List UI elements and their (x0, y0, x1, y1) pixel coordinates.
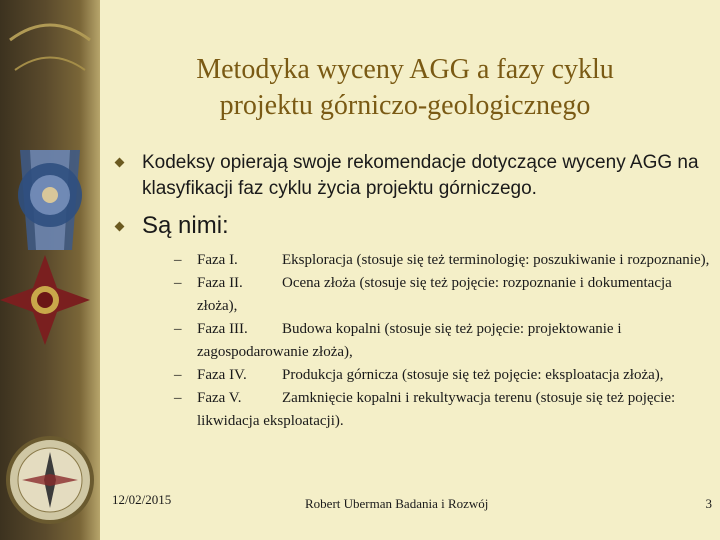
dash-bullet: – (174, 252, 182, 268)
phase-item (174, 364, 714, 387)
phase-label: Faza V. (197, 390, 242, 406)
phase-label: Faza III. (197, 321, 248, 337)
bullet-item (112, 211, 712, 241)
phase-list (174, 249, 714, 433)
diamond-bullet-icon (115, 222, 125, 232)
bullet-text: Są nimi: (142, 212, 229, 239)
slide-title (110, 52, 700, 124)
bullet-item (112, 150, 712, 202)
page-number: 3 (705, 496, 712, 511)
phase-text: Budowa kopalni (stosuje się też pojęcie: projektowanie i zagospodarowanie złoża), (197, 321, 622, 360)
footer-author: Robert Uberman Badania i Rozwój (305, 496, 489, 511)
phase-text: Zamknięcie kopalni i rekultywacja terenu (stosuje się też pojęcie: likwidacja eksploatacji). (197, 390, 676, 429)
title-line-1: Metodyka wyceny AGG a fazy cyklu (196, 54, 614, 85)
phase-text: Eksploracja (stosuje się też terminologię: poszukiwanie i rozpoznanie), (282, 252, 710, 268)
title-line-2: projektu górniczo-geologicznego (219, 90, 591, 121)
dash-bullet: – (174, 367, 182, 383)
phase-item (174, 318, 714, 364)
bullet-list (112, 150, 712, 433)
diamond-bullet-icon (115, 158, 125, 168)
footer-date: 12/02/2015 (112, 492, 172, 507)
phase-text: Produkcja górnicza (stosuje się też pojęcie: eksploatacja złoża), (282, 367, 664, 383)
phase-item (174, 272, 714, 318)
phase-label: Faza II. (197, 275, 243, 291)
phase-item (174, 249, 714, 272)
dash-bullet: – (174, 390, 182, 406)
dash-bullet: – (174, 321, 182, 337)
phase-item (174, 387, 714, 433)
phase-text: Ocena złoża (stosuje się też pojęcie: rozpoznanie i dokumentacja złoża), (197, 275, 672, 314)
bullet-text: Kodeksy opierają swoje rekomendacje dotyczące wyceny AGG na klasyfikacji faz cyklu życia projektu górniczego. (142, 152, 699, 199)
decorative-medals-image (0, 0, 100, 540)
dash-bullet: – (174, 275, 182, 291)
phase-label: Faza I. (197, 252, 238, 268)
phase-label: Faza IV. (197, 367, 247, 383)
